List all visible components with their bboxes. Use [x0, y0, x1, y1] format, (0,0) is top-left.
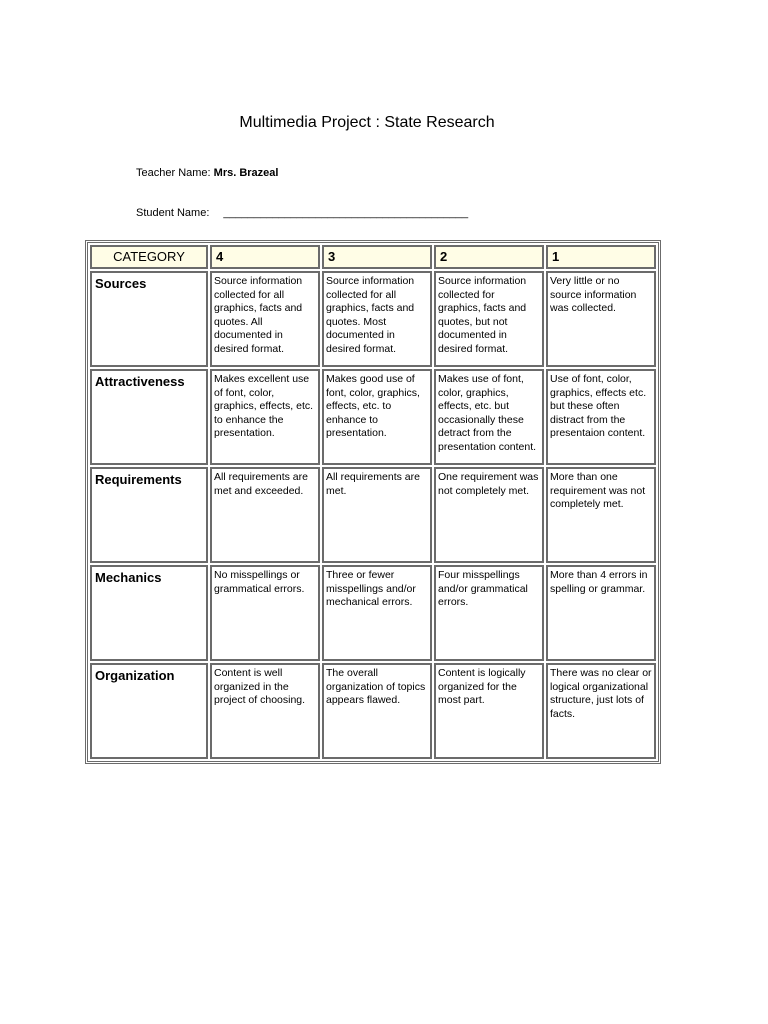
criteria-cell: More than 4 errors in spelling or grammar. — [546, 565, 656, 661]
criteria-cell: Use of font, color, graphics, effects etc. but these often distract from the presentaion content. — [546, 369, 656, 465]
criteria-cell: Source information collected for all graphics, facts and quotes. All documented in desired format. — [210, 271, 320, 367]
category-cell: Attractiveness — [90, 369, 208, 465]
header-score-4: 4 — [210, 245, 320, 269]
criteria-cell: Content is logically organized for the most part. — [434, 663, 544, 759]
criteria-cell: Four misspellings and/or grammatical errors. — [434, 565, 544, 661]
criteria-cell: No misspellings or grammatical errors. — [210, 565, 320, 661]
criteria-cell: The overall organization of topics appears flawed. — [322, 663, 432, 759]
criteria-cell: Makes good use of font, color, graphics, effects, etc. to enhance to presentation. — [322, 369, 432, 465]
category-cell: Organization — [90, 663, 208, 759]
header-score-2: 2 — [434, 245, 544, 269]
category-cell: Sources — [90, 271, 208, 367]
rubric-row-attractiveness — [90, 369, 656, 465]
criteria-cell: Three or fewer misspellings and/or mechanical errors. — [322, 565, 432, 661]
criteria-cell: Source information collected for graphics, facts and quotes, but not documented in desired format. — [434, 271, 544, 367]
teacher-name-value: Mrs. Brazeal — [213, 167, 279, 179]
category-cell: Mechanics — [90, 565, 208, 661]
criteria-cell: Makes excellent use of font, color, graphics, effects, etc. to enhance the presentation. — [210, 369, 320, 465]
rubric-row-mechanics — [90, 565, 656, 661]
rubric-header-row — [90, 245, 656, 269]
rubric-row-sources — [90, 271, 656, 367]
document-title: Multimedia Project : State Research — [239, 114, 495, 131]
teacher-name-label: Teacher Name: — [136, 167, 214, 179]
criteria-cell: More than one requirement was not completely met. — [546, 467, 656, 563]
student-name-blank: ________________________________________ — [223, 207, 469, 219]
header-score-1: 1 — [546, 245, 656, 269]
rubric-row-organization — [90, 663, 656, 759]
criteria-cell: Makes use of font, color, graphics, effects, etc. but occasionally these detract from the presentation content. — [434, 369, 544, 465]
teacher-name-line — [136, 167, 278, 179]
criteria-cell: All requirements are met. — [322, 467, 432, 563]
criteria-cell: There was no clear or logical organizational structure, just lots of facts. — [546, 663, 656, 759]
category-cell: Requirements — [90, 467, 208, 563]
criteria-cell: Source information collected for all graphics, facts and quotes. Most documented in desired format. — [322, 271, 432, 367]
student-name-line — [136, 207, 468, 219]
criteria-cell: Very little or no source information was collected. — [546, 271, 656, 367]
student-name-label: Student Name: — [136, 207, 210, 219]
rubric-table — [85, 240, 661, 764]
criteria-cell: One requirement was not completely met. — [434, 467, 544, 563]
header-score-3: 3 — [322, 245, 432, 269]
criteria-cell: All requirements are met and exceeded. — [210, 467, 320, 563]
rubric-row-requirements — [90, 467, 656, 563]
header-category: CATEGORY — [90, 245, 208, 269]
criteria-cell: Content is well organized in the project of choosing. — [210, 663, 320, 759]
